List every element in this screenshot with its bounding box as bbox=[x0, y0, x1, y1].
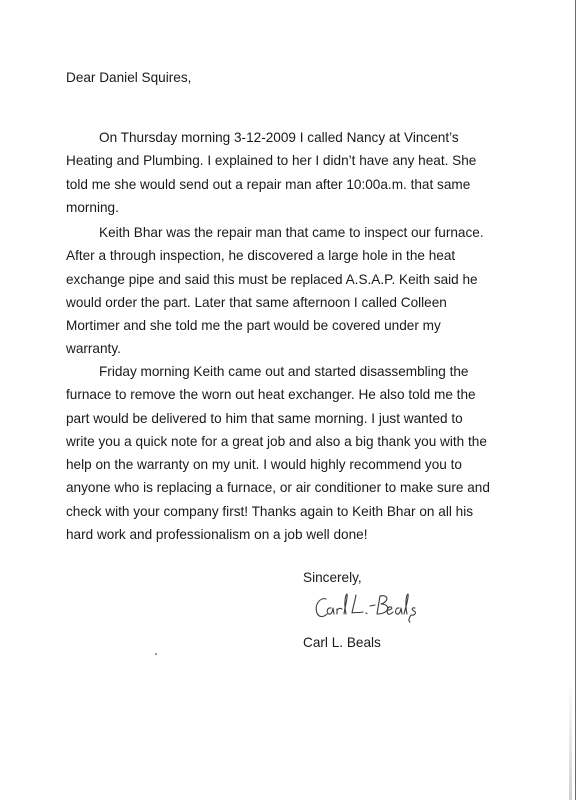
paragraph-line: help on the warranty on my unit. I would highly recommend you to bbox=[66, 457, 462, 473]
paragraph-line: warranty. bbox=[66, 341, 121, 357]
scan-edge-shadow bbox=[569, 680, 572, 800]
paragraph-line: Keith Bhar was the repair man that came to inspect our furnace. bbox=[99, 225, 484, 240]
closing: Sincerely, bbox=[303, 570, 362, 585]
paragraph-line: On Thursday morning 3-12-2009 I called Nancy at Vincent’s bbox=[99, 130, 459, 145]
paragraph-line: exchange pipe and said this must be replaced A.S.A.P. Keith said he bbox=[66, 271, 478, 287]
scan-edge-line bbox=[575, 0, 576, 800]
paragraph-line: morning. bbox=[66, 199, 119, 215]
paragraph-line: would order the part. Later that same afternoon I called Colleen bbox=[66, 294, 447, 310]
paragraph-line: Friday morning Keith came out and started disassembling the bbox=[99, 364, 469, 379]
paragraph-line: told me she would send out a repair man after 10:00a.m. that same bbox=[66, 176, 471, 192]
paragraph-line: hard work and professionalism on a job well done! bbox=[66, 527, 368, 543]
scan-speck bbox=[155, 653, 157, 655]
paragraph-line: Mortimer and she told me the part would be covered under my bbox=[66, 318, 441, 334]
signer-name: Carl L. Beals bbox=[303, 635, 381, 650]
handwritten-signature bbox=[312, 589, 422, 625]
paragraph-line: part would be delivered to him that same morning. I just wanted to bbox=[66, 410, 463, 426]
body-paragraph bbox=[66, 221, 536, 361]
paragraph-line: Heating and Plumbing. I explained to her I didn’t have any heat. She bbox=[66, 153, 477, 169]
paragraph-line: check with your company first! Thanks again to Keith Bhar on all his bbox=[66, 503, 474, 519]
salutation: Dear Daniel Squires, bbox=[66, 70, 192, 85]
body-paragraph bbox=[66, 360, 536, 546]
paragraph-line: furnace to remove the worn out heat exchanger. He also told me the bbox=[66, 387, 476, 403]
paragraph-line: After a through inspection, he discovered a large hole in the heat bbox=[66, 248, 456, 264]
body-paragraph bbox=[66, 126, 536, 219]
paragraph-line: write you a quick note for a great job and also a big thank you with the bbox=[66, 433, 487, 449]
paragraph-line: anyone who is replacing a furnace, or air conditioner to make sure and bbox=[66, 480, 490, 496]
